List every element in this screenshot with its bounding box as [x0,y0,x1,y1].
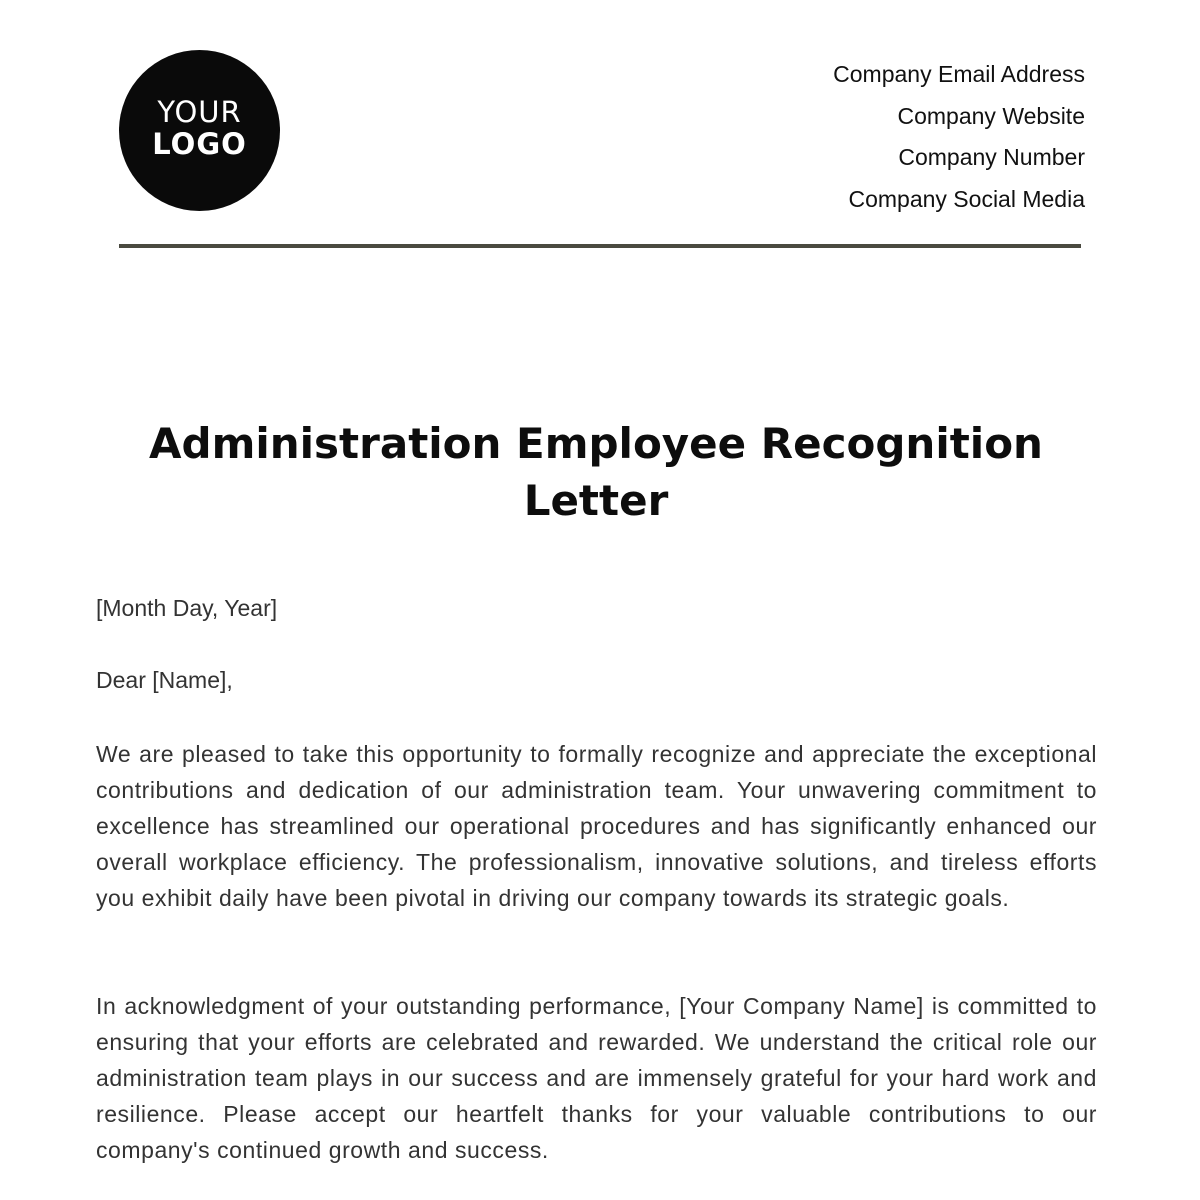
letter-title: Administration Employee Recognition Letter [149,419,1043,525]
letter-salutation: Dear [Name], [96,667,233,693]
letter-date: [Month Day, Year] [96,595,278,621]
company-email: Company Email Address [833,61,1085,87]
company-social-media: Company Social Media [848,185,1085,212]
company-website: Company Website [897,102,1085,129]
logo-text-logo: LOGO [152,126,247,161]
logo-text-your: YOUR [157,94,242,129]
company-contact-block [833,54,1085,220]
header-divider [119,244,1081,248]
letter-paragraph: We are pleased to take this opportunity to formally recognize and appreciate the exceptional contributions and dedication of our administration team. Your unwavering commitment to excellence has streamlined our operational procedures and has significantly enhanced our overall workplace efficiency. The professionalism, innovative solutions, and tireless efforts you exhibit daily have been pivotal in driving our company towards its strategic goals. [96,741,1097,911]
company-number: Company Number [898,144,1085,170]
letter-paragraph: In acknowledgment of your outstanding performance, [Your Company Name] is committed to ensuring that your efforts are celebrated and rewarded. We understand the critical role our administration team plays in our success and are immensely grateful for your hard work and resilience. Please accept our heartfelt thanks for your valuable contributions to our company's continued growth and success. [96,993,1097,1163]
company-logo [119,50,280,211]
